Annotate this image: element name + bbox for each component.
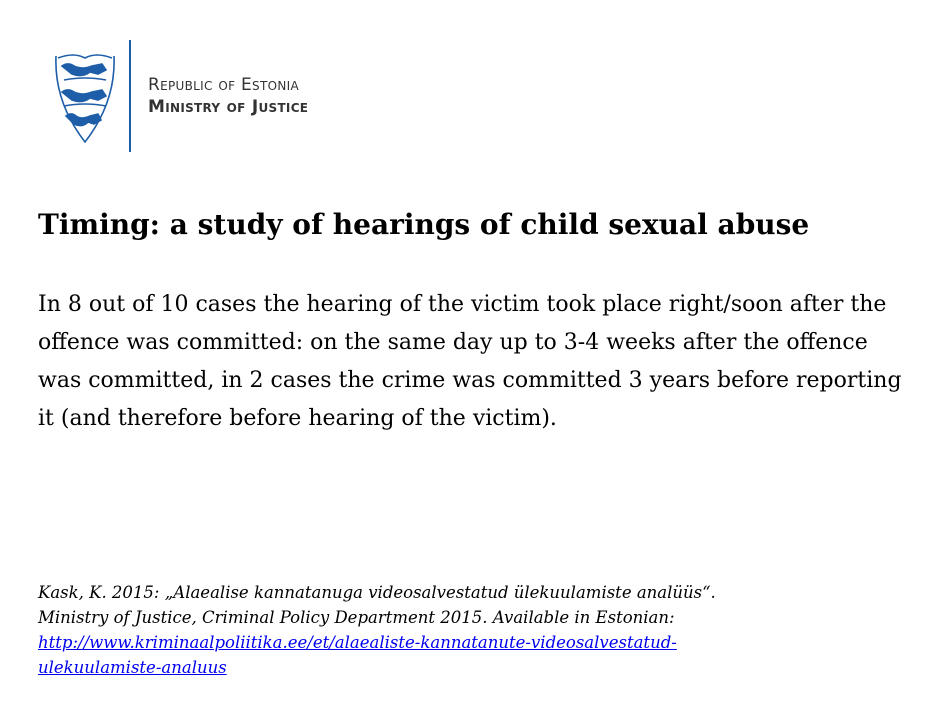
citation	[38, 580, 898, 680]
coat-of-arms-icon	[54, 52, 116, 144]
logo-divider	[129, 40, 131, 152]
ministry-logo	[52, 40, 352, 152]
citation-link[interactable]	[38, 633, 677, 677]
org-line-2: Ministry of Justice	[148, 97, 309, 117]
citation-link-part-2: ulekuulamiste-analuus	[38, 658, 227, 677]
citation-line-1: Kask, K. 2015: „Alaealise kannatanuga videosalvestatud ülekuulamiste analüüs“.	[38, 583, 716, 602]
slide-body: In 8 out of 10 cases the hearing of the victim took place right/soon after the offence was committed: on the same day up to 3-4 weeks after the offence was committed, in 2 cases the crime was committed 3 years before reporting it (and therefore before hearing of the victim).	[38, 292, 902, 431]
citation-line-2: Ministry of Justice, Criminal Policy Department 2015. Available in Estonian:	[38, 608, 675, 627]
org-line-1: Republic of Estonia	[148, 75, 299, 95]
slide-title: Timing: a study of hearings of child sexual abuse	[38, 208, 810, 241]
citation-link-part-1: http://www.kriminaalpoliitika.ee/et/alaealiste-kannatanute-videosalvestatud-	[38, 633, 677, 652]
ministry-name	[148, 74, 308, 118]
